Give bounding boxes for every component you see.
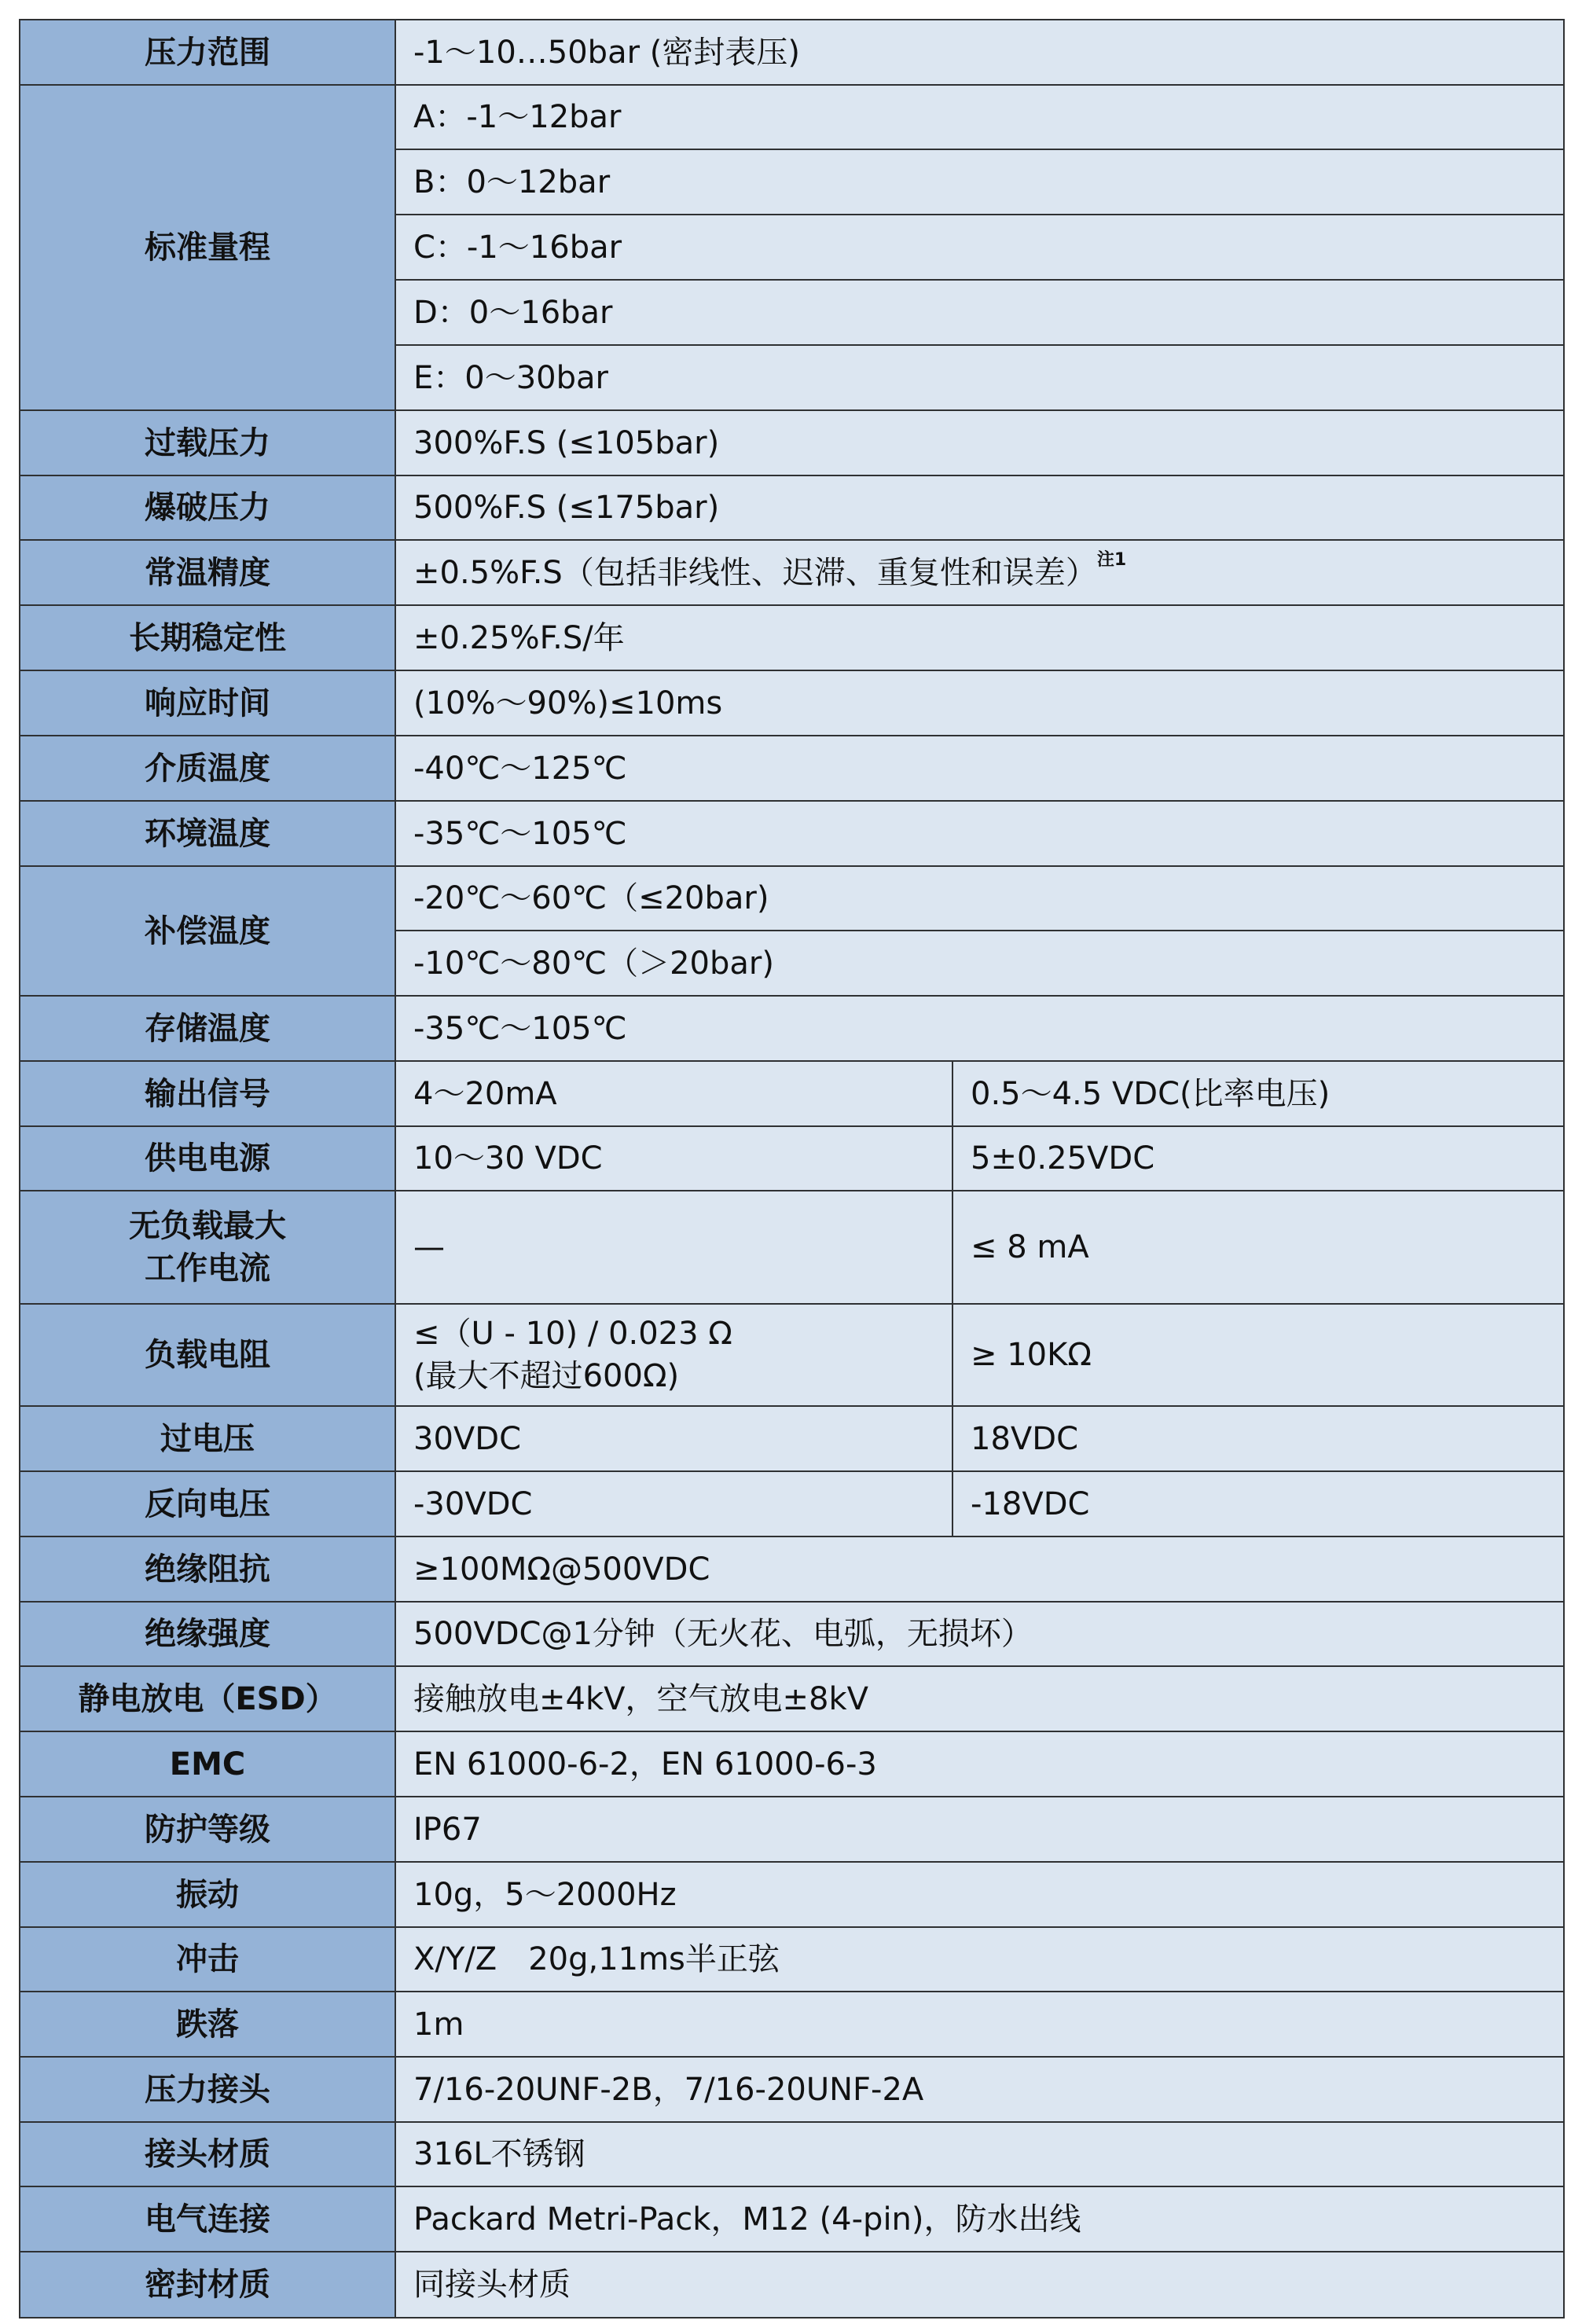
row-label: 电气连接 [20,2186,395,2252]
row-label: 供电电源 [20,1126,395,1191]
row-value: ±0.25%F.S/年 [395,605,1564,670]
table-row [20,475,1564,540]
row-value-col2: ≤ 8 mA [953,1191,1564,1304]
row-value-col2: 0.5～4.5 VDC(比率电压) [953,1061,1564,1126]
row-label: 存储温度 [20,996,395,1061]
row-value: X/Y/Z 20g,11ms半正弦 [395,1927,1564,1992]
row-label: 振动 [20,1862,395,1927]
row-label: 标准量程 [20,85,395,410]
table-row [20,20,1564,85]
table-row [20,1536,1564,1602]
row-value: -20℃～60℃（≤20bar) [395,866,1564,931]
table-row [20,2186,1564,2252]
row-value-col2: -18VDC [953,1471,1564,1536]
row-value: A：-1～12bar [395,85,1564,149]
row-label: 绝缘强度 [20,1602,395,1666]
value-line: (最大不超过600Ω) [413,1358,680,1394]
table-row [20,1126,1564,1191]
label-line: 无负载最大 [129,1208,286,1244]
row-value-col2: 5±0.25VDC [953,1126,1564,1191]
row-value-col2: 18VDC [953,1406,1564,1471]
row-label: 负载电阻 [20,1304,395,1406]
table-row [20,866,1564,931]
row-value: -10℃～80℃（＞20bar) [395,931,1564,996]
row-value: 500VDC@1分钟（无火花、电弧，无损坏） [395,1602,1564,1666]
row-value: 300%F.S (≤105bar) [395,410,1564,475]
row-value: B：0～12bar [395,149,1564,215]
row-value: -40℃～125℃ [395,736,1564,801]
row-value [395,540,1564,605]
row-value: 7/16-20UNF-2B，7/16-20UNF-2A [395,2057,1564,2122]
row-value-col1: -30VDC [395,1471,953,1536]
row-value: 500%F.S (≤175bar) [395,475,1564,540]
row-label: 反向电压 [20,1471,395,1536]
table-row [20,605,1564,670]
row-value: E：0～30bar [395,345,1564,410]
row-label: 跌落 [20,1992,395,2057]
row-label: 过电压 [20,1406,395,1471]
row-value: 10g，5～2000Hz [395,1862,1564,1927]
row-value-col1 [395,1304,953,1406]
table-row [20,1862,1564,1927]
row-value: (10%～90%)≤10ms [395,670,1564,736]
table-row [20,1061,1564,1126]
row-label: 长期稳定性 [20,605,395,670]
table-row [20,1797,1564,1862]
table-row [20,801,1564,866]
row-label: 防护等级 [20,1797,395,1862]
table-row [20,996,1564,1061]
row-label [20,1191,395,1304]
table-row [20,540,1564,605]
table-row [20,1471,1564,1536]
row-value: -35℃～105℃ [395,996,1564,1061]
row-value-col1: 4～20mA [395,1061,953,1126]
table-row [20,1731,1564,1797]
row-label: 冲击 [20,1927,395,1992]
row-value-col1: 10～30 VDC [395,1126,953,1191]
table-row [20,1191,1564,1304]
row-value: 1m [395,1992,1564,2057]
row-label: 静电放电（ESD） [20,1666,395,1731]
row-label: 压力范围 [20,20,395,85]
table-row [20,2057,1564,2122]
row-value: C：-1～16bar [395,215,1564,280]
table-row [20,670,1564,736]
row-value: ≥100MΩ@500VDC [395,1536,1564,1602]
row-label: 爆破压力 [20,475,395,540]
row-value: Packard Metri-Pack，M12 (4-pin)，防水出线 [395,2186,1564,2252]
row-label: 接头材质 [20,2122,395,2186]
value-line: ≤（U - 10) / 0.023 Ω [413,1316,732,1352]
footnote-marker: 注1 [1096,549,1127,570]
row-value: EN 61000-6-2，EN 61000-6-3 [395,1731,1564,1797]
row-value-col2: ≥ 10KΩ [953,1304,1564,1406]
row-value: 接触放电±4kV，空气放电±8kV [395,1666,1564,1731]
row-label: 过载压力 [20,410,395,475]
label-line: 工作电流 [145,1250,270,1287]
row-label: EMC [20,1731,395,1797]
row-label: 响应时间 [20,670,395,736]
row-label: 输出信号 [20,1061,395,1126]
table-row [20,1927,1564,1992]
row-label: 介质温度 [20,736,395,801]
row-value: 316L不锈钢 [395,2122,1564,2186]
row-label: 环境温度 [20,801,395,866]
table-row [20,1602,1564,1666]
value-text: ±0.5%F.S（包括非线性、迟滞、重复性和误差） [413,554,1097,591]
row-value: -1～10…50bar (密封表压) [395,20,1564,85]
row-value-col1: — [395,1191,953,1304]
row-value: 同接头材质 [395,2252,1564,2318]
row-value: -35℃～105℃ [395,801,1564,866]
row-label: 绝缘阻抗 [20,1536,395,1602]
table-row [20,410,1564,475]
table-row [20,1666,1564,1731]
row-label: 补偿温度 [20,866,395,996]
table-row [20,2252,1564,2318]
row-value: IP67 [395,1797,1564,1862]
table-row [20,2122,1564,2186]
row-label: 密封材质 [20,2252,395,2318]
table-row [20,736,1564,801]
table-row [20,1406,1564,1471]
row-label: 常温精度 [20,540,395,605]
spec-table [19,19,1565,2318]
row-value: D：0～16bar [395,280,1564,345]
table-row [20,85,1564,149]
row-value-col1: 30VDC [395,1406,953,1471]
row-label: 压力接头 [20,2057,395,2122]
table-row [20,1304,1564,1406]
table-row [20,1992,1564,2057]
